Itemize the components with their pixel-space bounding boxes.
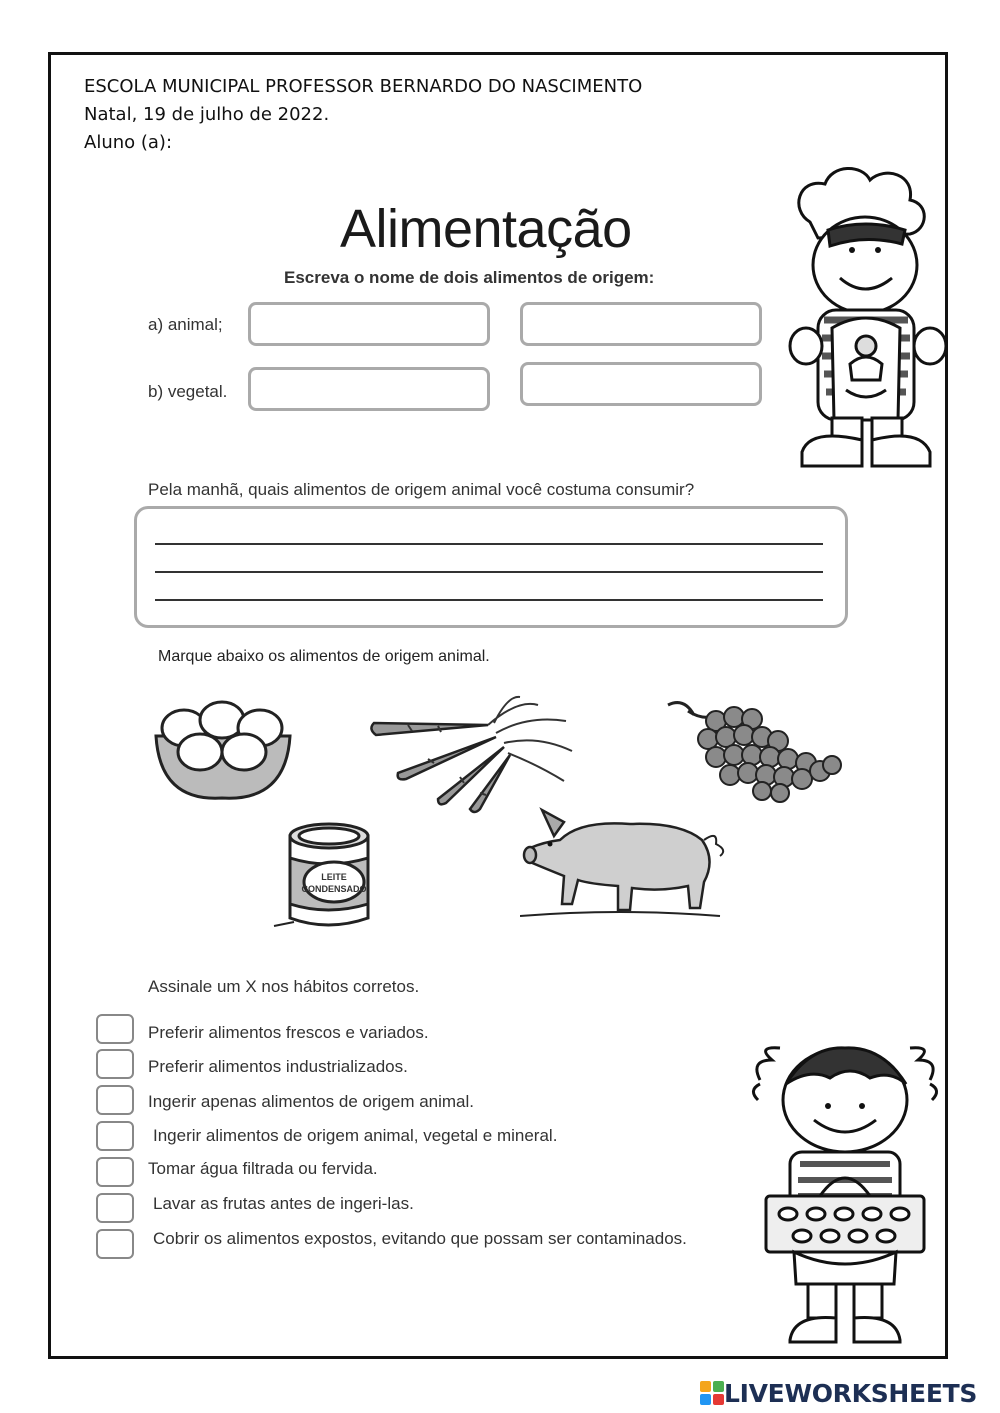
habit-checkbox[interactable] <box>96 1049 134 1079</box>
logo-square <box>713 1381 724 1392</box>
habit-checkbox[interactable] <box>96 1193 134 1223</box>
vegetal-label: b) vegetal. <box>148 382 228 401</box>
carrots-image[interactable] <box>368 695 578 815</box>
chef-boy-illustration <box>780 160 950 480</box>
habit-checkbox[interactable] <box>96 1121 134 1151</box>
page-title: Alimentação <box>340 199 632 259</box>
vegetal-answer-2[interactable] <box>520 362 762 406</box>
pig-image[interactable] <box>520 800 730 925</box>
habit-checkbox[interactable] <box>96 1229 134 1259</box>
habit-label: Ingerir alimentos de origem animal, vegetal e mineral. <box>153 1126 558 1145</box>
habit-label: Preferir alimentos industrializados. <box>148 1057 408 1076</box>
logo-square <box>713 1394 724 1405</box>
logo-square <box>700 1381 711 1392</box>
page-subtitle: Escreva o nome de dois alimentos de origem: <box>284 268 655 287</box>
habit-checkbox[interactable] <box>96 1014 134 1044</box>
morning-answer-area[interactable] <box>134 506 848 628</box>
grapes-image[interactable] <box>664 695 844 805</box>
logo-square <box>700 1394 711 1405</box>
habit-label: Ingerir apenas alimentos de origem animal. <box>148 1092 475 1111</box>
habit-label: Preferir alimentos frescos e variados. <box>148 1023 429 1042</box>
student-label: Aluno (a): <box>84 132 173 153</box>
liveworksheets-logo[interactable] <box>700 1378 977 1408</box>
answer-line <box>155 543 823 545</box>
eggs-bowl-image[interactable] <box>150 690 295 805</box>
habit-label: Lavar as frutas antes de ingeri-las. <box>153 1194 414 1213</box>
animal-answer-2[interactable] <box>520 302 762 346</box>
habit-checkbox[interactable] <box>96 1157 134 1187</box>
condensed-milk-can-image[interactable] <box>270 818 385 933</box>
habits-title: Assinale um X nos hábitos corretos. <box>148 977 420 996</box>
morning-question: Pela manhã, quais alimentos de origem animal você costuma consumir? <box>148 480 695 499</box>
animal-answer-1[interactable] <box>248 302 490 346</box>
habit-label: Tomar água filtrada ou fervida. <box>148 1159 378 1178</box>
logo-text: LIVEWORKSHEETS <box>724 1378 978 1408</box>
answer-line <box>155 599 823 601</box>
animal-label: a) animal; <box>148 315 223 334</box>
habit-label: Cobrir os alimentos expostos, evitando que possam ser contaminados. <box>153 1229 687 1248</box>
vegetal-answer-1[interactable] <box>248 367 490 411</box>
date-line: Natal, 19 de julho de 2022. <box>84 104 330 125</box>
answer-line <box>155 571 823 573</box>
can-label-line1: LEITE <box>321 872 347 882</box>
liveworksheets-icon <box>700 1381 724 1405</box>
habit-checkbox[interactable] <box>96 1085 134 1115</box>
school-name: ESCOLA MUNICIPAL PROFESSOR BERNARDO DO NASCIMENTO <box>84 76 643 97</box>
mark-instruction: Marque abaixo os alimentos de origem animal. <box>158 648 490 665</box>
can-label-line2: CONDENSADO <box>301 884 367 894</box>
girl-with-tray-illustration <box>750 1040 940 1350</box>
